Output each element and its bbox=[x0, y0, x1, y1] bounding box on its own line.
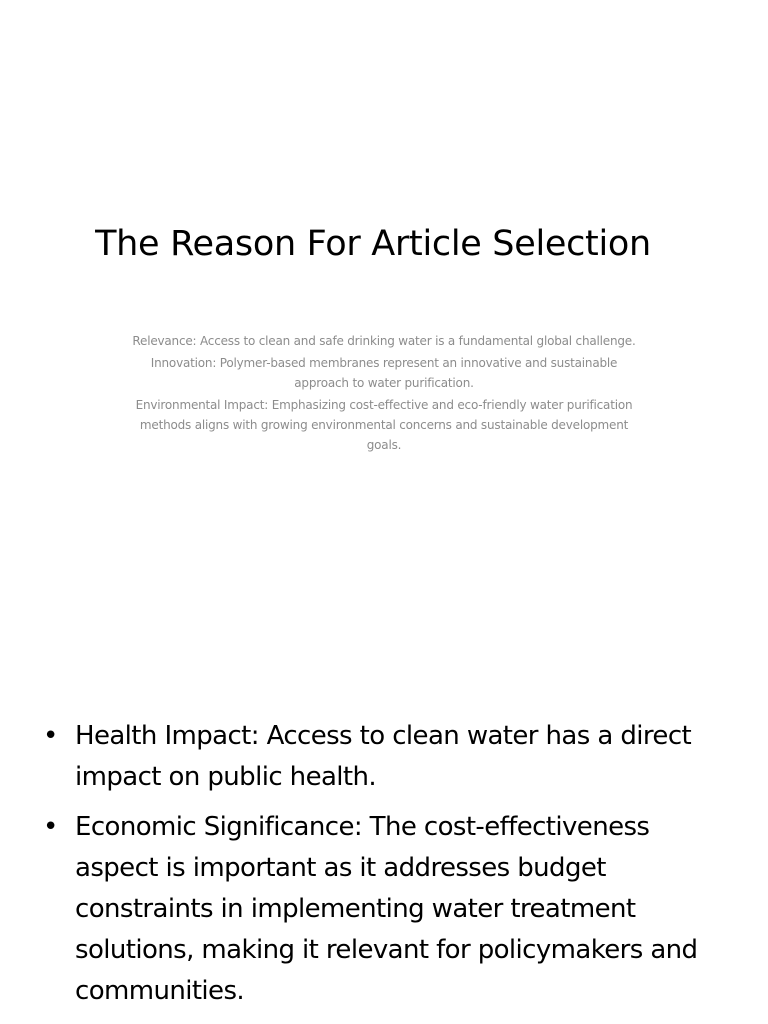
bullet-economic-significance bbox=[40, 807, 720, 1012]
bullet-point-icon: • bbox=[43, 812, 58, 842]
subtitle-environmental-impact: Environmental Impact: Emphasizing cost-effective and eco-friendly water purification methods aligns with growing environmental concerns and sustainable development goals. bbox=[135, 398, 633, 452]
bullet-point-icon: • bbox=[43, 721, 58, 751]
bullet-list bbox=[40, 716, 720, 1012]
subtitle-relevance: Relevance: Access to clean and safe drinking water is a fundamental global challenge. bbox=[132, 334, 636, 348]
bullet-text: Economic Significance: The cost-effectiveness aspect is important as it addresses budget constraints in implementing water treatment solutions, making it relevant for policymakers and communities. bbox=[75, 812, 698, 1006]
subtitle-innovation: Innovation: Polymer-based membranes represent an innovative and sustainable approach to water purification. bbox=[150, 356, 618, 390]
subtitle-block bbox=[128, 331, 640, 455]
bullet-health-impact bbox=[40, 716, 720, 798]
slide-title: The Reason For Article Selection bbox=[95, 224, 651, 264]
bullet-text: Health Impact: Access to clean water has a direct impact on public health. bbox=[75, 721, 692, 792]
